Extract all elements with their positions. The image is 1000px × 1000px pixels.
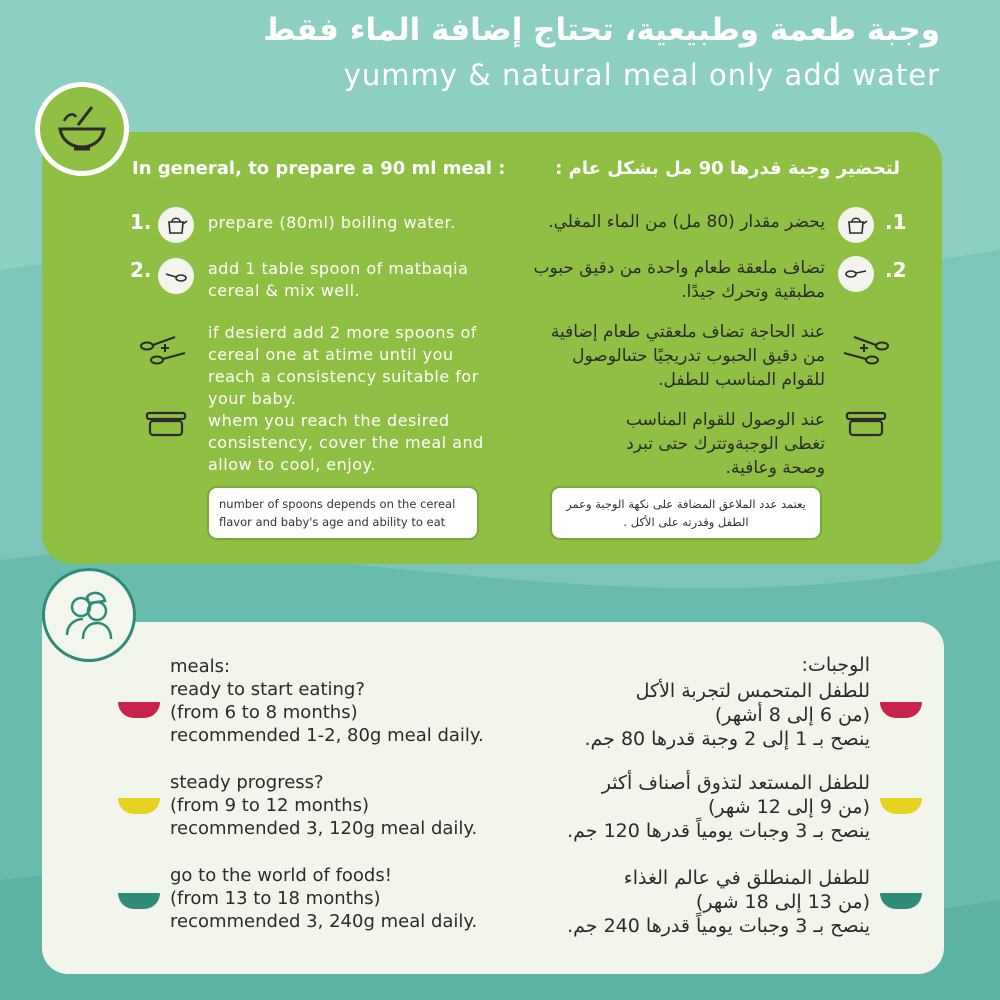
step-4-arabic: عند الوصول للقوام المناسب تغطى الوجبةوتترك حتى تبرد وصحة وعافية.	[625, 410, 825, 478]
kettle-icon-box-ar	[838, 207, 874, 243]
group-1-recommendation-english: recommended 1-2, 80g meal daily.	[170, 725, 484, 746]
prepare-title-arabic: لتحضير وجبة قدرها 90 مل بشكل عام :	[555, 158, 900, 179]
prep-badge	[35, 82, 129, 176]
group-3-age-arabic: (من 13 إلى 18 شهر)	[695, 891, 870, 913]
step-1-number-ar: .1	[885, 210, 907, 234]
spoon-icon-box-ar	[838, 256, 874, 292]
group-3-recommendation-arabic: ينصح بـ 3 وجبات يومياً قدرها 240 جم.	[567, 915, 870, 937]
step-2-english: add 1 table spoon of matbaqia cereal & mix well.	[208, 259, 469, 300]
kettle-icon	[164, 213, 188, 237]
spoon-icon-box	[158, 258, 194, 294]
group-3-recommendation-english: recommended 3, 240g meal daily.	[170, 911, 478, 932]
step-1-arabic: يحضر مقدار (80 مل) من الماء المغلي.	[548, 212, 825, 232]
header-title-arabic: وجبة طعمة وطبيعية، تحتاج إضافة الماء فقط	[263, 12, 940, 48]
group-2-age-arabic: (من 9 إلى 12 شهر)	[708, 796, 870, 818]
spoon-icon	[844, 262, 868, 286]
two-spoons-plus-icon	[135, 330, 191, 370]
step-1-number: 1.	[130, 210, 152, 234]
two-spoons-plus-icon	[838, 330, 894, 370]
mixing-bowl-icon	[52, 99, 112, 159]
step-3-english: if desierd add 2 more spoons of cereal one at atime until you reach a consistency suitable for your baby.	[208, 323, 479, 408]
group-1-title-english: ready to start eating?	[170, 679, 365, 700]
food-container-icon	[845, 410, 887, 438]
kettle-icon	[844, 213, 868, 237]
group-2-title-arabic: للطفل المستعد لتذوق أصناف أكثر	[601, 772, 870, 794]
kids-badge	[42, 568, 136, 662]
group-2-title-english: steady progress?	[170, 772, 324, 793]
group-1-title-arabic: للطفل المتحمس لتجربة الأكل	[635, 680, 870, 702]
group-1-age-english: (from 6 to 8 months)	[170, 702, 358, 723]
group-3-age-english: (from 13 to 18 months)	[170, 888, 381, 909]
note-arabic: يعتمد عدد الملاعق المضافة على نكهة الوجبة وعمر الطفل وقدرته على الأكل .	[550, 486, 822, 540]
spoon-icon	[164, 264, 188, 288]
note-english: number of spoons depends on the cereal flavor and baby's age and ability to eat	[207, 486, 479, 540]
kids-icon	[57, 581, 121, 645]
group-2-age-english: (from 9 to 12 months)	[170, 795, 370, 816]
step-4-english: whem you reach the desired consistency, cover the meal and allow to cool, enjoy.	[208, 411, 484, 474]
step-2-arabic: تضاف ملعقة طعام واحدة من دقيق حبوب مطبقية وتحرك جيدًا.	[533, 258, 825, 302]
group-1-age-arabic: (من 6 إلى 8 أشهر)	[714, 704, 870, 726]
prepare-title-english: In general, to prepare a 90 ml meal :	[132, 158, 506, 179]
step-3-arabic: عند الحاجة تضاف ملعقتي طعام إضافية من دقيق الحبوب تدريجيًا حتىالوصول للقوام المناسب للطفل.	[550, 322, 825, 390]
food-container-icon	[145, 410, 187, 438]
step-1-english: prepare (80ml) boiling water.	[208, 213, 456, 232]
group-1-recommendation-arabic: ينصح بـ 1 إلى 2 وجبة قدرها 80 جم.	[584, 728, 870, 750]
step-2-number-ar: .2	[885, 258, 907, 282]
kettle-icon-box	[158, 207, 194, 243]
group-3-title-arabic: للطفل المنطلق في عالم الغذاء	[623, 867, 870, 889]
step-2-number: 2.	[130, 258, 152, 282]
group-2-recommendation-english: recommended 3, 120g meal daily.	[170, 818, 478, 839]
meals-title-arabic: الوجبات:	[801, 654, 870, 676]
group-3-title-english: go to the world of foods!	[170, 865, 392, 886]
meals-title-english: meals:	[170, 656, 231, 677]
header-title-english: yummy & natural meal only add water	[343, 58, 940, 92]
group-2-recommendation-arabic: ينصح بـ 3 وجبات يومياً قدرها 120 جم.	[567, 820, 870, 842]
